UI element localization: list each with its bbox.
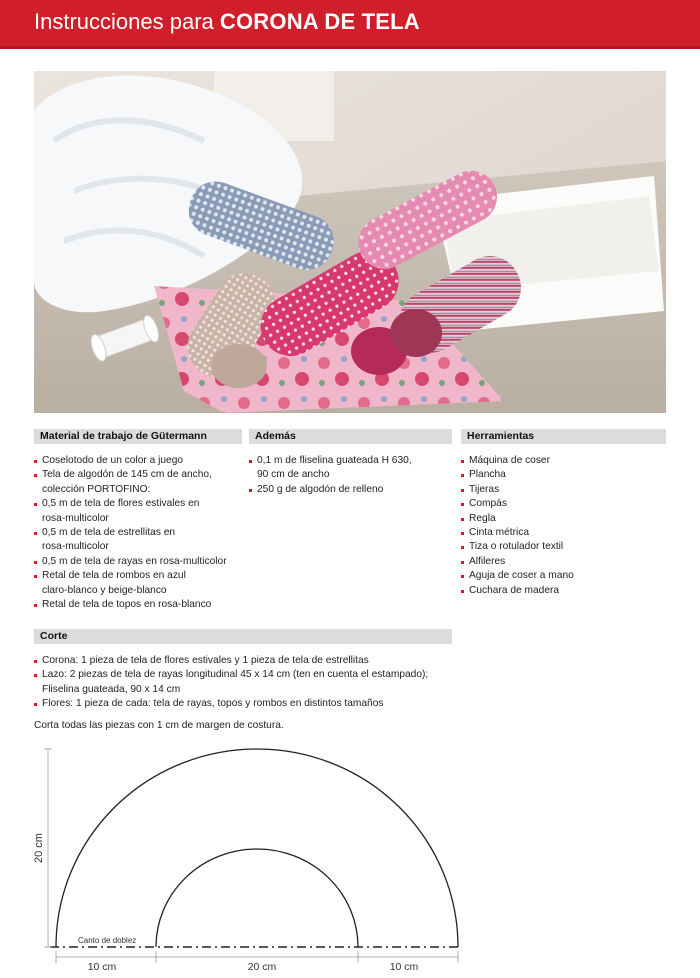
page-title	[34, 9, 420, 35]
materials-photo	[34, 71, 666, 413]
list-item: Retal de tela de topos en rosa-blanco	[34, 598, 242, 612]
list-item: Cinta métrica	[461, 526, 666, 540]
list-item: 0,5 m de tela de estrellitas en rosa-multicolor	[34, 526, 242, 555]
fold-label: Canto de doblez	[78, 936, 137, 945]
list-item: 0,5 m de tela de rayas en rosa-multicolor	[34, 555, 242, 569]
page-header	[0, 0, 700, 49]
height-label: 20 cm	[33, 833, 45, 863]
list-item: 0,1 m de fliselina guateada H 630, 90 cm de ancho	[249, 454, 452, 483]
list-item: Lazo: 2 piezas de tela de rayas longitudinal 45 x 14 cm (ten en cuenta el estampado); Fliselina guateada, 90 x 14 cm	[34, 668, 634, 697]
materials-list	[34, 454, 242, 612]
inner-arc	[156, 849, 358, 947]
list-item: Tiza o rotulador textil	[461, 540, 666, 554]
list-item: Cuchara de madera	[461, 584, 666, 598]
list-item: Corona: 1 pieza de tela de flores estivales y 1 pieza de tela de estrellitas	[34, 654, 634, 668]
dim-right: 10 cm	[389, 961, 419, 973]
seam-allowance-note: Corta todas las piezas con 1 cm de margen de costura.	[34, 720, 284, 731]
list-item: 250 g de algodón de relleno	[249, 483, 452, 497]
list-item: Regla	[461, 512, 666, 526]
list-item: Tijeras	[461, 483, 666, 497]
list-item: 0,5 m de tela de flores estivales en rosa-multicolor	[34, 497, 242, 526]
list-item: Flores: 1 pieza de cada: tela de rayas, topos y rombos en distintos tamaños	[34, 697, 634, 711]
list-item: Aguja de coser a mano	[461, 569, 666, 583]
list-item: Tela de algodón de 145 cm de ancho, colección PORTOFINO:	[34, 468, 242, 497]
crown-pattern	[0, 740, 700, 973]
corte-list	[34, 654, 634, 712]
tools-list	[461, 454, 666, 598]
tools-heading: Herramientas	[461, 429, 666, 444]
title-main: CORONA DE TELA	[219, 9, 420, 34]
materials-heading: Material de trabajo de Gütermann	[34, 429, 242, 444]
ademas-list	[249, 454, 452, 497]
corte-heading: Corte	[34, 629, 452, 644]
list-item: Máquina de coser	[461, 454, 666, 468]
list-item: Retal de tela de rombos en azul claro-blanco y beige-blanco	[34, 569, 242, 598]
dim-center: 20 cm	[247, 961, 277, 973]
list-item: Compás	[461, 497, 666, 511]
dim-left: 10 cm	[87, 961, 117, 973]
ademas-heading: Además	[249, 429, 452, 444]
title-prefix: Instrucciones para	[34, 9, 214, 34]
list-item: Coselotodo de un color a juego	[34, 454, 242, 468]
outer-arc	[56, 749, 458, 947]
list-item: Plancha	[461, 468, 666, 482]
list-item: Alfileres	[461, 555, 666, 569]
